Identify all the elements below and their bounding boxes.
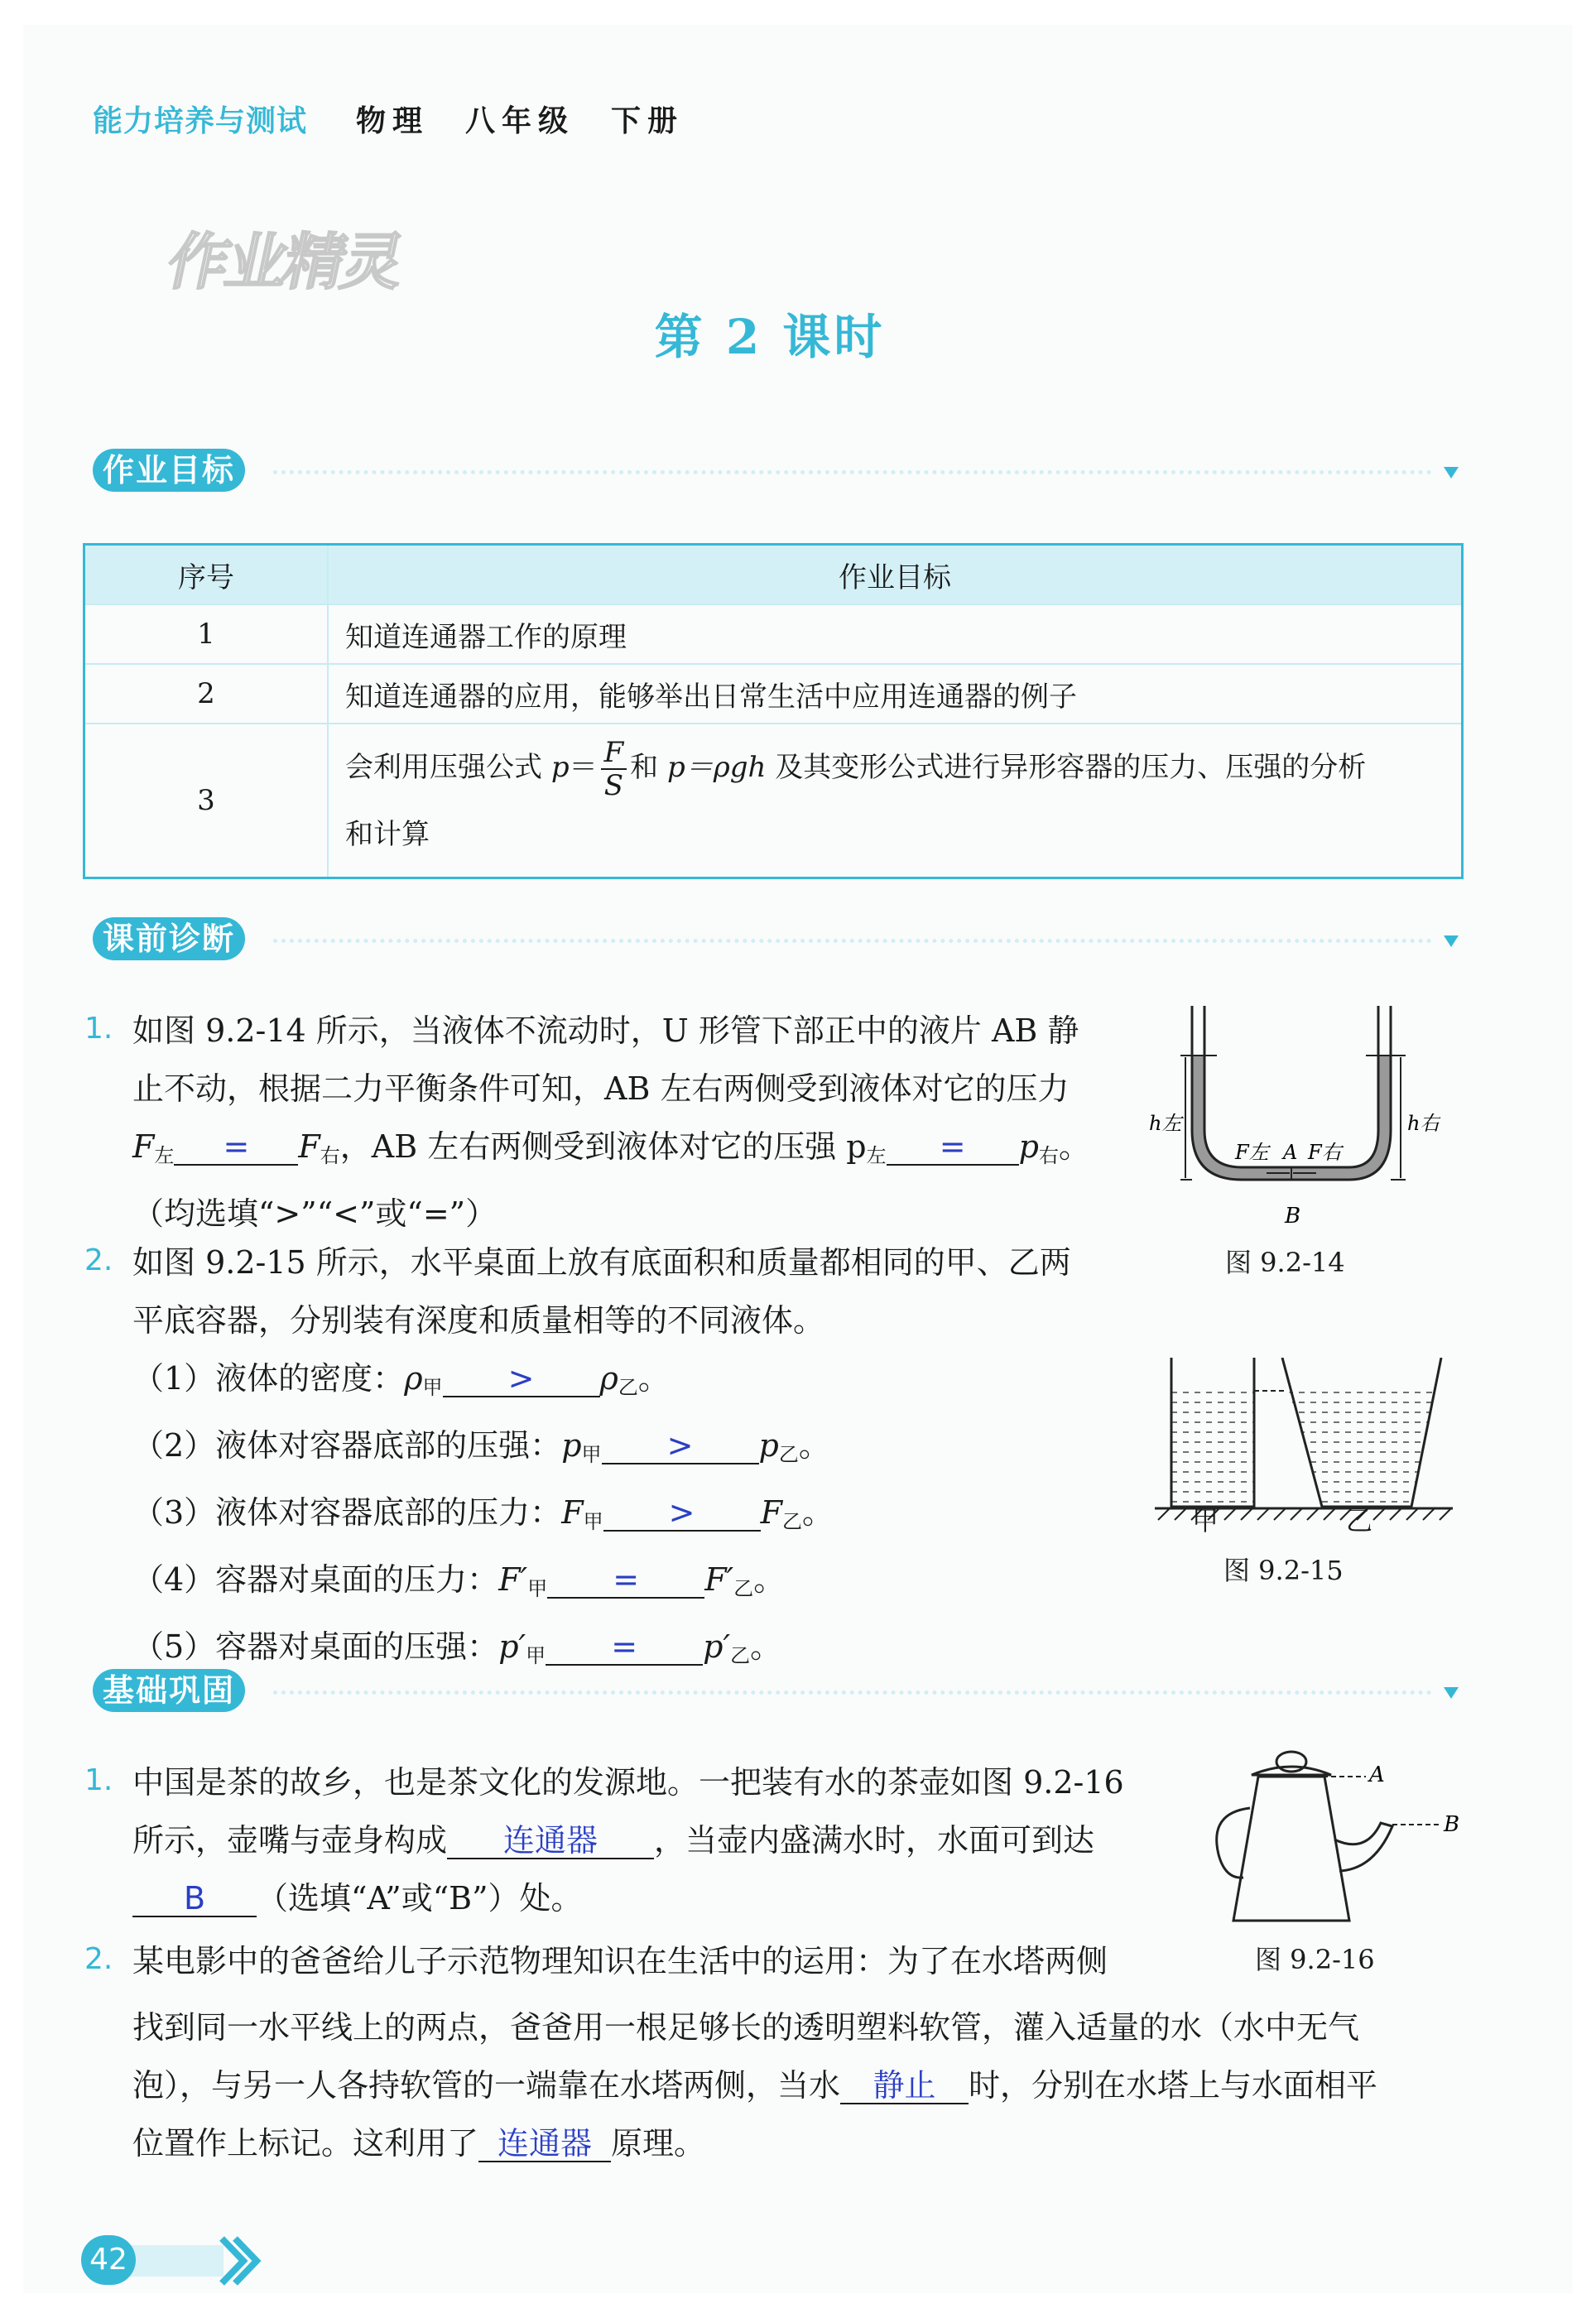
question-number: 1. bbox=[84, 1012, 113, 1046]
label-f-left: F左 bbox=[1235, 1141, 1269, 1164]
label-h-right: h右 bbox=[1407, 1112, 1440, 1135]
label-f-right: F右 bbox=[1308, 1141, 1342, 1164]
row-goal: 知道连通器的应用，能够举出日常生活中应用连通器的例子 bbox=[328, 664, 1463, 724]
answer-blank[interactable]: > bbox=[443, 1361, 600, 1397]
figure-caption: 图 9.2-15 bbox=[1223, 1555, 1344, 1586]
pre-q2-item: （3）液体对容器底部的压力：$F_甲 > F_乙$。 bbox=[132, 1494, 834, 1533]
table-row bbox=[84, 724, 1463, 878]
answer-blank[interactable]: > bbox=[603, 1495, 761, 1532]
question-number: 2. bbox=[84, 1942, 113, 1976]
container-a-liquid bbox=[1171, 1391, 1254, 1507]
container-b-liquid bbox=[1289, 1391, 1435, 1507]
pre-q2-text: 如图 9.2-15 所示，水平桌面上放有底面积和质量都相同的甲、乙两 平底容器，分别装有深度和质量相等的不同液体。 （1）液体的密度：$\rho_甲 > \rho_乙$。 （2）液体对容器底部的压强：$p_甲 > p_乙$。 （3）液体对容器底部的压力：$F_甲 > F_乙$。 （4）容器对桌面的压力：$F'_甲 = F'_乙$。 （5）容器对桌面的压强：$p'_甲 = p'_乙$。 bbox=[132, 1234, 1134, 1685]
watermark-logo: 作业精灵 bbox=[161, 227, 408, 298]
u-tube-figure bbox=[1142, 1006, 1440, 1246]
section-basic-divider bbox=[273, 1690, 1432, 1695]
table-row bbox=[84, 664, 1463, 724]
figure-caption: 图 9.2-14 bbox=[1225, 1247, 1345, 1278]
basic-q2-text: 某电影中的爸爸给儿子示范物理知识在生活中的运用：为了在水塔两侧 找到同一水平线上的两点，爸爸用一根足够长的透明塑料软管，灌入适量的水（水中无气 泡），与另一人各持软管的一端靠在水塔两侧，当水 静止 时，分别在水塔上与水面相平 位置作上标记。这利用了 连通器 原理。 bbox=[132, 1943, 1378, 2162]
answer-blank[interactable]: B bbox=[132, 1881, 257, 1917]
label-b: B bbox=[1285, 1204, 1301, 1229]
teapot-spout bbox=[1334, 1823, 1392, 1871]
triangle-down-icon bbox=[1444, 1687, 1459, 1699]
section-pre-divider bbox=[273, 939, 1432, 943]
page-number: 42 bbox=[81, 2235, 136, 2285]
teapot-handle bbox=[1217, 1808, 1250, 1878]
answer-blank[interactable]: = bbox=[174, 1129, 298, 1166]
section-goals-badge: 作业目标 bbox=[93, 449, 245, 492]
answer-blank[interactable]: = bbox=[546, 1629, 703, 1666]
section-basic-badge: 基础巩固 bbox=[93, 1669, 245, 1712]
section-pre-badge: 课前诊断 bbox=[93, 917, 245, 960]
chevron-right-icon bbox=[217, 2235, 267, 2287]
label-b: B bbox=[1444, 1812, 1460, 1837]
answer-blank[interactable]: > bbox=[602, 1428, 759, 1464]
lesson-title: 第 2 课时 bbox=[654, 309, 886, 365]
fraction-f-over-s: $\frac{F}{S}$ bbox=[601, 737, 627, 801]
page-number-tab bbox=[124, 2245, 224, 2277]
teapot-figure bbox=[1209, 1747, 1482, 1937]
answer-blank[interactable]: = bbox=[887, 1129, 1019, 1166]
header-series: 能力培养与测试 bbox=[93, 104, 308, 138]
col-header-no: 序号 bbox=[84, 545, 329, 605]
figure-label-right: 乙 bbox=[1346, 1505, 1373, 1537]
col-header-goal: 作业目标 bbox=[328, 545, 1463, 605]
answer-blank[interactable]: 连通器 bbox=[478, 2126, 611, 2162]
pre-q2-item: （4）容器对桌面的压力：$F'_甲 = F'_乙$。 bbox=[132, 1561, 786, 1600]
answer-blank[interactable]: 连通器 bbox=[447, 1823, 654, 1859]
question-number: 2. bbox=[84, 1243, 113, 1277]
goals-table bbox=[83, 543, 1464, 879]
figure-caption: 图 9.2-16 bbox=[1255, 1944, 1375, 1975]
pre-q2-item: （5）容器对桌面的压强：$p'_甲 = p'_乙$。 bbox=[132, 1628, 782, 1667]
answer-blank[interactable]: = bbox=[547, 1562, 704, 1599]
row-no: 2 bbox=[84, 664, 329, 724]
basic-q1-text: 中国是茶的故乡，也是茶文化的发源地。一把装有水的茶壶如图 9.2-16 所示，壶嘴与壶身构成 连通器 ，当壶内盛满水时，水面可到达 B （选填“A”或“B”）处。 bbox=[132, 1764, 1124, 1916]
header-subject: 物理 八年级 下册 bbox=[356, 104, 685, 138]
pre-q2-item: （1）液体的密度：$\rho_甲 > \rho_乙$。 bbox=[132, 1360, 670, 1399]
label-h-left: h左 bbox=[1149, 1112, 1182, 1135]
pre-q2-item: （2）液体对容器底部的压强：$p_甲 > p_乙$。 bbox=[132, 1427, 830, 1466]
label-a: A bbox=[1283, 1141, 1298, 1164]
figure-label-left: 甲 bbox=[1192, 1505, 1219, 1537]
triangle-down-icon bbox=[1444, 935, 1459, 947]
answer-blank[interactable]: 静止 bbox=[840, 2068, 969, 2104]
row-goal: 会利用压强公式 p＝ $\frac{F}{S}$ 和 p＝ρgh 及其变形公式进行异形容器的压力、压强的分析 和计算 bbox=[328, 724, 1463, 878]
teapot-knob bbox=[1276, 1752, 1306, 1772]
section-goals-divider bbox=[273, 470, 1432, 474]
triangle-down-icon bbox=[1444, 467, 1459, 479]
question-number: 1. bbox=[84, 1763, 113, 1797]
table-row bbox=[84, 604, 1463, 664]
label-a: A bbox=[1369, 1763, 1385, 1787]
row-goal: 知道连通器工作的原理 bbox=[328, 604, 1463, 664]
row-no: 3 bbox=[84, 724, 329, 878]
row-no: 1 bbox=[84, 604, 329, 664]
table-header-row bbox=[84, 545, 1463, 605]
teapot-body bbox=[1233, 1777, 1349, 1921]
pre-q1-text: 如图 9.2-14 所示，当液体不流动时，U 形管下部正中的液片 AB 静 止不动，根据二力平衡条件可知，AB 左右两侧受到液体对它的压力 $F_左 = F_右$，AB 左右两侧受到液体对它的压强 $p_左 = p_右$。 （均选填“>”“<”或“=”） bbox=[132, 1012, 1090, 1232]
